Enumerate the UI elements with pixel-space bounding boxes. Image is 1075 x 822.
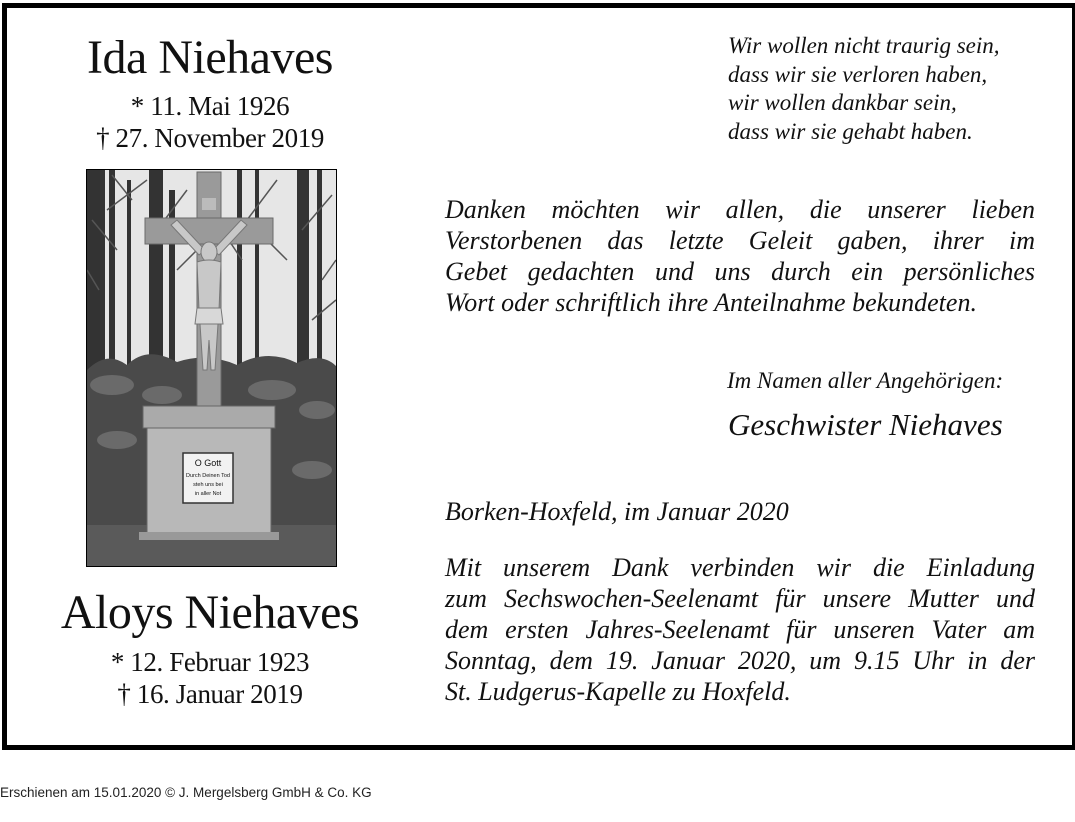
person2-died: † 16. Januar 2019 [117, 679, 303, 709]
plaque-line-3: steh uns bei [193, 482, 223, 488]
crucifix-photo [86, 169, 337, 567]
thanks-line: Gebet gedachten und uns durch ein persönliches [445, 257, 1035, 286]
invitation-line: Mit unserem Dank verbinden wir die Einladung [445, 553, 1035, 582]
person2-name: Aloys Niehaves [60, 586, 360, 639]
thanks-paragraph [445, 194, 1035, 318]
plaque-line-4: in aller Not [194, 491, 222, 497]
plaque-line-2: Durch Deinen Tod [186, 473, 230, 479]
person1-name: Ida Niehaves [87, 31, 333, 84]
thanks-line: Danken möchten wir allen, die unserer lieben [445, 195, 1035, 224]
invitation-line: zum Sechswochen-Seelenamt für unsere Mutter und [445, 584, 1035, 613]
thanks-line: Verstorbenen das letzte Geleit gaben, ihrer im [445, 226, 1035, 255]
publication-footer: Erschienen am 15.01.2020 © J. Mergelsberg GmbH & Co. KG [0, 785, 372, 800]
plaque-line-1: O Gott [194, 458, 222, 468]
crucifix-photo-graphic [87, 170, 336, 566]
person2-born: * 12. Februar 1923 [110, 647, 310, 677]
signature-intro: Im Namen aller Angehörigen: [727, 368, 1004, 393]
poem-line: Wir wollen nicht traurig sein, [728, 33, 1000, 58]
invitation-line: St. Ludgerus-Kapelle zu Hoxfeld. [445, 677, 791, 706]
signature-family: Geschwister Niehaves [728, 407, 1003, 442]
person1-died: † 27. November 2019 [96, 123, 324, 153]
poem-line: dass wir sie verloren haben, [728, 61, 988, 87]
invitation-paragraph [445, 552, 1035, 707]
thanks-line: Wort oder schriftlich ihre Anteilnahme bekundeten. [445, 288, 977, 317]
poem [728, 32, 1000, 146]
poem-line: wir wollen dankbar sein, [728, 90, 957, 115]
place-date: Borken-Hoxfeld, im Januar 2020 [445, 497, 789, 526]
person1-born: * 11. Mai 1926 [130, 91, 290, 121]
invitation-line: Sonntag, dem 19. Januar 2020, um 9.15 Uhr in der [445, 646, 1035, 675]
poem-line: dass wir sie gehabt haben. [728, 118, 973, 144]
invitation-line: dem ersten Jahres-Seelenamt für unseren Vater am [445, 615, 1035, 644]
